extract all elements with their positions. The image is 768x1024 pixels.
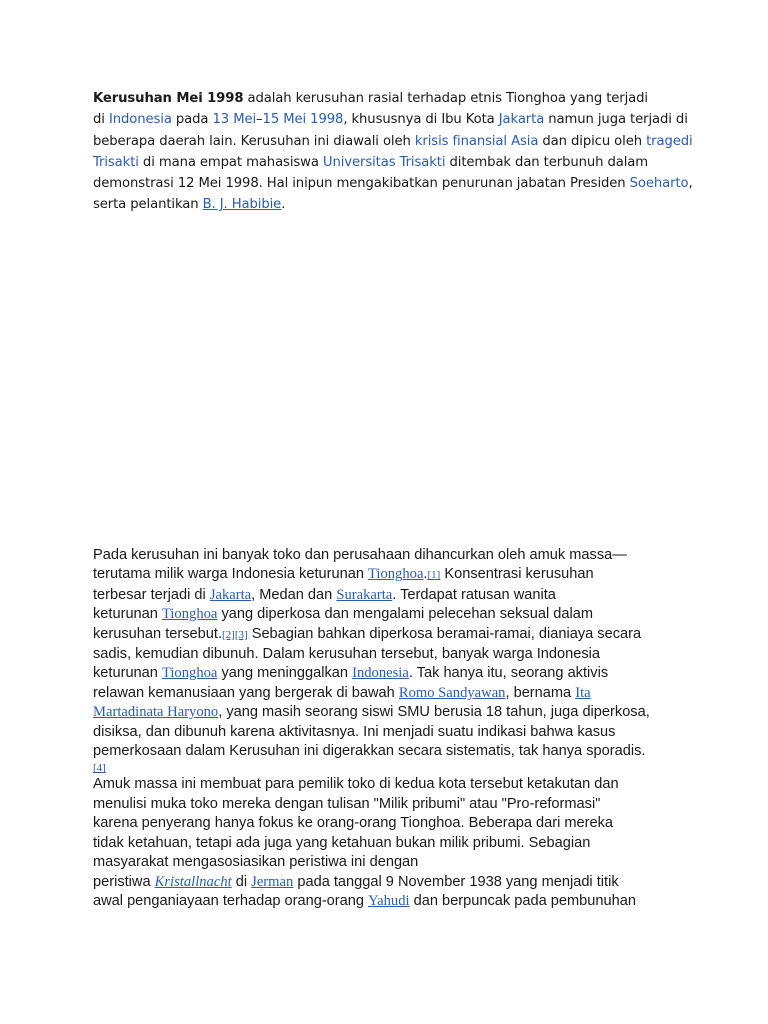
body-line: karena penyerang hanya fokus ke orang-orang Tionghoa. Beberapa dari mereka — [93, 815, 614, 832]
text: Konsentrasi kerusuhan — [440, 566, 594, 583]
link-tionghoa[interactable]: Tionghoa — [368, 566, 424, 583]
text: , Medan dan — [251, 586, 337, 603]
link-tionghoa[interactable]: Tionghoa — [161, 665, 218, 682]
text: serta pelantikan — [93, 197, 203, 213]
link-jakarta[interactable]: Jakarta — [209, 586, 252, 603]
body-line — [93, 703, 683, 722]
link-indonesia[interactable]: Indonesia — [108, 112, 172, 128]
intro-line — [93, 131, 693, 152]
body-line — [93, 664, 683, 683]
text: , bernama — [505, 684, 576, 701]
body-line — [93, 605, 683, 624]
text: demonstrasi 12 Mei 1998. Hal inipun mengakibatkan penurunan jabatan Presiden — [93, 176, 630, 192]
text: ditembak dan terbunuh dalam — [445, 154, 649, 170]
link-bj-habibie[interactable]: B. J. Habibie — [202, 197, 282, 213]
link-trisakti[interactable]: Trisakti — [93, 154, 139, 170]
text: terutama milik warga Indonesia keturunan — [93, 566, 368, 583]
text: adalah kerusuhan rasial terhadap etnis Tionghoa yang terjadi — [243, 91, 648, 106]
link-jakarta[interactable]: Jakarta — [498, 112, 545, 128]
text: dan dipicu oleh — [538, 133, 647, 149]
link-krisis-finansial-asia[interactable]: krisis finansial Asia — [414, 133, 539, 149]
link-yahudi[interactable]: Yahudi — [368, 892, 410, 909]
text: Sebagian bahkan diperkosa beramai-ramai, dianiaya secara — [247, 625, 642, 642]
intro-line — [93, 88, 678, 109]
body-line — [93, 625, 683, 645]
link-soeharto[interactable]: Soeharto — [629, 176, 689, 192]
text: kerusuhan tersebut. — [93, 625, 222, 642]
link-tionghoa[interactable]: Tionghoa — [161, 606, 218, 623]
ref-3[interactable]: [3] — [234, 628, 248, 641]
text: namun juga terjadi di — [544, 112, 688, 128]
text: yang diperkosa dan mengalami pelecehan seksual dalam — [217, 606, 594, 623]
text: keturunan — [93, 665, 162, 682]
ref-2[interactable]: [2] — [222, 628, 235, 641]
body-line: disiksa, dan dibunuh karena aktivitasnya. Ini menjadi suatu indikasi bahwa kasus — [93, 723, 616, 740]
intro-line — [93, 152, 678, 173]
link-13-mei[interactable]: 13 Mei — [212, 112, 257, 128]
link-kristallnacht[interactable]: Kristallnacht — [154, 873, 232, 890]
link-ita-martadinata-haryono[interactable]: Martadinata Haryono — [93, 704, 219, 721]
body-line: Pada kerusuhan ini banyak toko dan perusahaan dihancurkan oleh amuk massa— — [93, 547, 627, 563]
body-line: menulisi muka toko mereka dengan tulisan "Milik pribumi" atau "Pro-reformasi" — [93, 795, 601, 812]
link-indonesia[interactable]: Indonesia — [352, 665, 409, 682]
ref-4[interactable]: [4] — [93, 762, 106, 775]
body-line — [93, 892, 683, 911]
body-paragraph — [93, 546, 683, 911]
text: , — [688, 176, 693, 192]
text: relawan kemanusiaan yang bergerak di bawah — [93, 684, 399, 701]
text: . — [423, 566, 428, 583]
body-line: Amuk massa ini membuat para pemilik toko di kedua kota tersebut ketakutan dan — [93, 776, 619, 793]
text: . Terdapat ratusan wanita — [392, 586, 556, 603]
body-line — [93, 586, 683, 605]
link-romo-sandyawan[interactable]: Romo Sandyawan — [398, 684, 506, 701]
body-line: sadis, kemudian dibunuh. Dalam kerusuhan tersebut, banyak warga Indonesia — [93, 646, 601, 663]
body-line — [93, 565, 683, 585]
text: , yang masih seorang siswi SMU berusia 18 tahun, juga diperkosa, — [218, 704, 650, 721]
link-ita-martadinata-haryono[interactable]: Ita — [575, 684, 591, 701]
ref-1[interactable]: [1] — [427, 569, 441, 582]
text: – — [256, 112, 263, 128]
link-surakarta[interactable]: Surakarta — [336, 586, 393, 603]
text: dan berpuncak pada pembunuhan — [409, 892, 636, 909]
body-line — [93, 684, 683, 703]
text: beberapa daerah lain. Kerusuhan ini diawali oleh — [93, 133, 415, 149]
text: , khususnya di Ibu Kota — [343, 112, 499, 128]
text: terbesar terjadi di — [93, 586, 210, 603]
link-15-mei-1998[interactable]: 15 Mei 1998 — [262, 112, 344, 128]
text: . Tak hanya itu, seorang aktivis — [408, 665, 609, 682]
text: yang meninggalkan — [217, 665, 353, 682]
text: di — [93, 112, 109, 128]
text: pada tanggal 9 November 1938 yang menjadi titik — [293, 873, 619, 890]
link-jerman[interactable]: Jerman — [251, 873, 294, 890]
text: awal penganiayaan terhadap orang-orang — [93, 892, 369, 909]
intro-line — [93, 109, 688, 130]
article-title-bold: Kerusuhan Mei 1998 — [93, 91, 244, 106]
text: di mana empat mahasiswa — [138, 154, 323, 170]
body-line: masyarakat mengasosiasikan peristiwa ini dengan — [93, 854, 419, 871]
link-tragedi[interactable]: tragedi — [646, 133, 693, 149]
intro-paragraph — [93, 88, 693, 216]
intro-line — [93, 173, 693, 194]
text: di — [231, 873, 252, 890]
text: peristiwa — [93, 873, 155, 890]
text: pada — [171, 112, 213, 128]
text: keturunan — [93, 606, 162, 623]
body-line — [93, 873, 683, 892]
intro-line — [93, 194, 678, 215]
body-line — [93, 761, 683, 775]
body-line: pemerkosaan dalam Kerusuhan ini digerakkan secara sistematis, tak hanya sporadis. — [93, 743, 646, 760]
body-line: tidak ketahuan, tetapi ada juga yang ketahuan bukan milik pribumi. Sebagian — [93, 834, 591, 851]
link-universitas-trisakti[interactable]: Universitas Trisakti — [322, 154, 446, 170]
text: . — [281, 197, 286, 213]
